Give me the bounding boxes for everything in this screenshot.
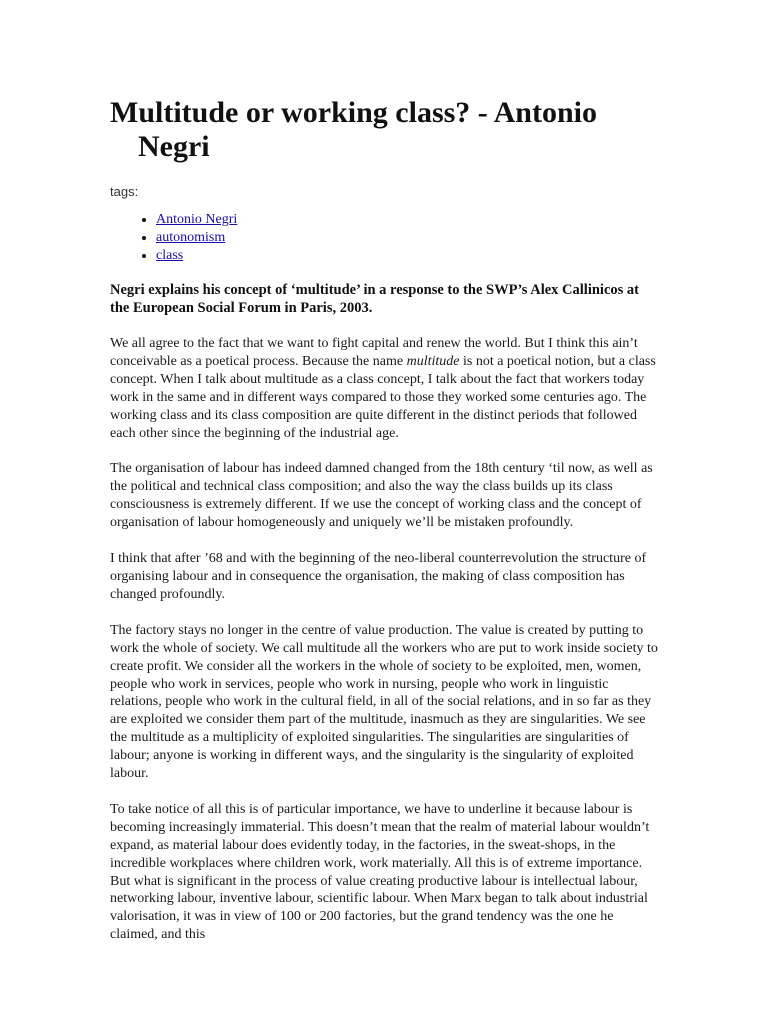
tag-link-class[interactable]: class [156,248,184,263]
tag-link-antonio-negri[interactable]: Antonio Negri [156,212,238,227]
paragraph-2: The organisation of labour has indeed damned changed from the 18th century ‘til now, as well as the political and technical class composition; and also the way the class builds up its class consciousness is extremely different. If we use the concept of working class and the concept of organisation of labour homogeneously and uniquely we’ll be mistaken profoundly. [110,461,653,531]
list-item [156,229,658,247]
list-item [156,247,658,265]
tag-link-autonomism[interactable]: autonomism [156,230,226,245]
article-title: Multitude or working class? - Antonio Negri [110,96,597,163]
paragraph-4: The factory stays no longer in the centre of value production. The value is created by putting to work the whole of society. We call multitude all the workers who are put to work inside society to create profit. We consider all the workers in the whole of society to be exploited, men, women, people who work in services, people who work in nursing, people who work in linguistic relations, people who work in the cultural field, in all of the social relations, and in so far as they are exploited we consider them part of the multitude, inasmuch as they are singularities. We see the multitude as a multiplicity of exploited singularities. The singularities are singularities of labour; anyone is working in different ways, and the singularity is the singularity of exploited labour. [110,622,658,782]
article [110,96,658,944]
tag-list [110,211,658,265]
list-item [156,211,658,229]
paragraph-1-text-a: We all agree to the fact that we want to fight capital and renew the world. But I think this ain’t conceivable as a poetical process. Because the name [110,336,638,369]
article-lead: Negri explains his concept of ‘multitude’ in a response to the SWP’s Alex Callinicos at the European Social Forum in Paris, 2003. [110,282,639,316]
paragraph-1 [110,335,658,442]
paragraph-1-emphasis: multitude [406,353,460,369]
paragraph-5: To take notice of all this is of particular importance, we have to underline it because labour is becoming increasingly immaterial. This doesn’t mean that the realm of material labour wouldn’t expand, as material labour does evidently today, in the factories, in the sweat-shops, in the incredible workplaces where children work, work materially. All this is of extreme importance. But what is significant in the process of value creating productive labour is intellectual labour, networking labour, inventive labour, scientific labour. When Marx began to talk about industrial valorisation, it was in view of 100 or 200 factories, but the grand tendency was the one he claimed, and this [110,801,650,943]
tags-label: tags: [110,184,139,199]
paragraph-1-text-b: is not a poetical notion, but a class concept. When I talk about multitude as a class concept, I talk about the fact that workers today work in the same and in different ways compared to those they worked some centuries ago. The working class and its class composition are quite different in the distinct periods that followed each other since the beginning of the industrial age. [110,353,656,441]
paragraph-3: I think that after ’68 and with the beginning of the neo-liberal counterrevolution the structure of organising labour and in consequence the organisation, the making of class composition has changed profoundly. [110,551,647,602]
